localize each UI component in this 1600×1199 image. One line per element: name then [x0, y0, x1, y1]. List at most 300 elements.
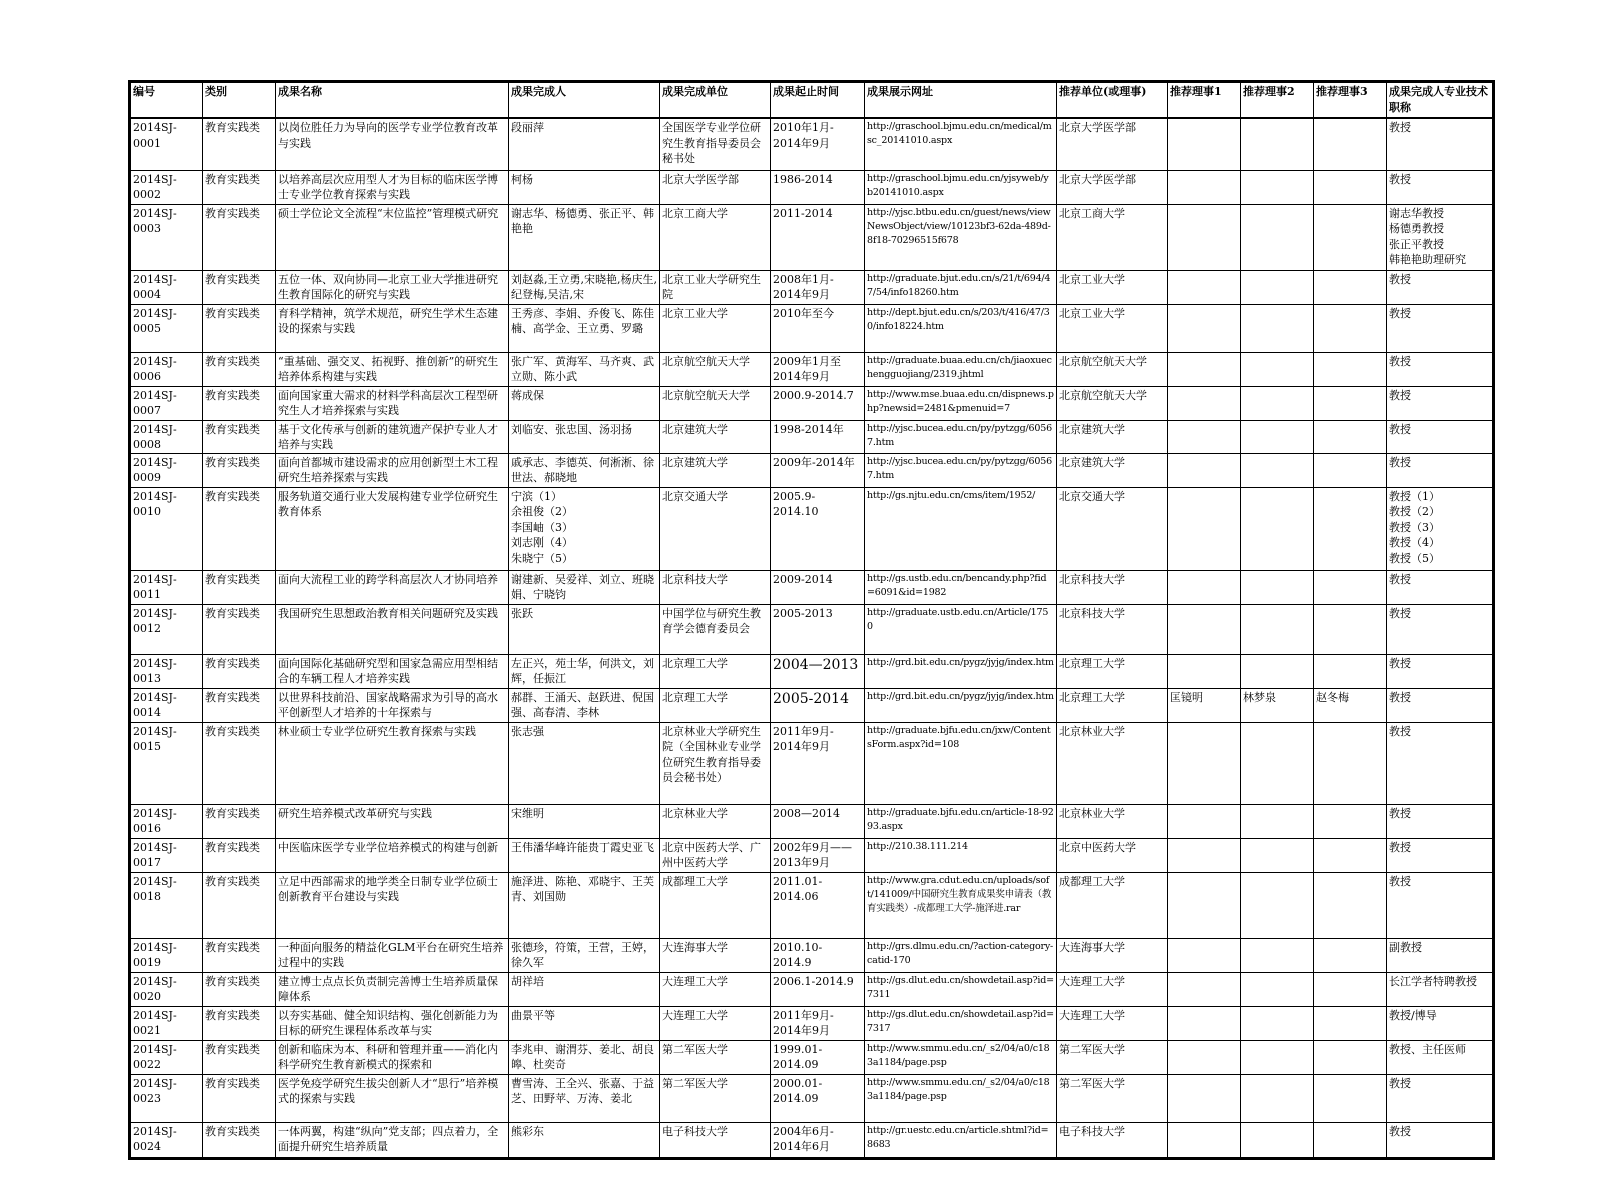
table-row — [130, 570, 1494, 604]
cell-text: 教授/博导 — [1389, 1008, 1437, 1022]
cell-text[interactable]: http://210.38.111.214 — [867, 840, 968, 852]
cell-id — [130, 1074, 203, 1122]
cell-director-3 — [1314, 938, 1387, 972]
cell-text: 教育实践类 — [205, 172, 260, 186]
cell-text[interactable]: http://graduate.buaa.edu.cn/ch/jiaoxuechengguojiang/2319.jhtml — [867, 354, 1052, 380]
cell-title-rank — [1387, 604, 1494, 654]
cell-text: 教授 — [1389, 1124, 1411, 1138]
cell-text: 北京理工大学 — [662, 690, 728, 704]
cell-url — [865, 487, 1057, 570]
cell-text: 以世界科技前沿、国家战略需求为引导的高水平创新型人才培养的十年探索与 — [278, 690, 498, 719]
cell-period — [771, 170, 865, 204]
cell-period — [771, 352, 865, 386]
table-row — [130, 304, 1494, 352]
cell-text[interactable]: http://gs.ustb.edu.cn/bencandy.php?fid=6091&id=1982 — [867, 572, 1047, 598]
cell-text: 硕士学位论文全流程“末位监控”管理模式研究 — [278, 206, 499, 220]
cell-text: 2010年至今 — [773, 306, 834, 320]
cell-recommender — [1057, 1006, 1168, 1040]
cell-title-rank — [1387, 804, 1494, 838]
cell-authors — [509, 688, 660, 722]
cell-text: 2004年6月- 2014年6月 — [773, 1124, 834, 1153]
cell-id — [130, 118, 203, 170]
cell-period — [771, 688, 865, 722]
cell-text: 2014SJ- 0016 — [133, 806, 177, 835]
cell-url — [865, 304, 1057, 352]
cell-director-3 — [1314, 420, 1387, 453]
cell-id — [130, 352, 203, 386]
cell-url — [865, 1122, 1057, 1158]
cell-text: 2011年9月- 2014年9月 — [773, 1008, 834, 1037]
cell-id — [130, 838, 203, 872]
cell-id — [130, 688, 203, 722]
cell-director-3 — [1314, 570, 1387, 604]
table-row — [130, 1040, 1494, 1074]
cell-text: 面向国家重大需求的材料学科高层次工程型研究生人才培养探索与实践 — [278, 388, 498, 417]
cell-text: 北京建筑大学 — [1059, 422, 1125, 436]
cell-text[interactable]: http://www.gra.cdut.edu.cn/uploads/soft/141009/中国研究生教育成果奖申请表（教育实践类）-成都理工大学-施泽进.rar — [867, 874, 1052, 914]
cell-text: 林梦泉 — [1243, 690, 1276, 704]
cell-director-2 — [1241, 270, 1314, 304]
cell-text: 张广军、黄海军、马齐爽、武立勋、陈小武 — [511, 354, 654, 383]
cell-text: 北京工业大学 — [1059, 272, 1125, 286]
cell-text: 2002年9月—— 2013年9月 — [773, 840, 852, 869]
cell-director-1 — [1168, 170, 1241, 204]
cell-text: 2011年9月- 2014年9月 — [773, 724, 834, 753]
cell-id — [130, 604, 203, 654]
cell-text[interactable]: http://yjsc.btbu.edu.cn/guest/news/viewNewsObject/view/10123bf3-62da-489d-8f18-70296515f678 — [867, 206, 1051, 246]
table-row — [130, 1074, 1494, 1122]
cell-url — [865, 118, 1057, 170]
cell-text[interactable]: http://gs.njtu.edu.cn/cms/item/1952/ — [867, 489, 1036, 501]
cell-text: 教育实践类 — [205, 606, 260, 620]
cell-url — [865, 604, 1057, 654]
cell-director-1 — [1168, 118, 1241, 170]
cell-recommender — [1057, 453, 1168, 487]
cell-title — [276, 838, 509, 872]
cell-text: 2000.9-2014.7 — [773, 388, 854, 402]
cell-director-3 — [1314, 688, 1387, 722]
cell-title-rank — [1387, 1074, 1494, 1122]
cell-category — [203, 604, 276, 654]
cell-text: 2005-2013 — [773, 606, 833, 620]
cell-category — [203, 420, 276, 453]
cell-unit — [660, 972, 771, 1006]
cell-recommender — [1057, 688, 1168, 722]
cell-authors — [509, 270, 660, 304]
cell-unit — [660, 487, 771, 570]
cell-text: 王伟潘华峰许能贵丁霞史亚飞 — [511, 840, 654, 854]
cell-director-3 — [1314, 270, 1387, 304]
cell-recommender — [1057, 570, 1168, 604]
cell-director-1 — [1168, 304, 1241, 352]
cell-text[interactable]: http://graduate.bjut.edu.cn/s/21/t/694/47/54/info18260.htm — [867, 272, 1051, 298]
cell-text: 戚承志、李德英、何淅淅、徐世法、郝晓地 — [511, 455, 654, 484]
cell-text: 教授 — [1389, 606, 1411, 620]
cell-text: 大连理工大学 — [662, 1008, 728, 1022]
cell-director-3 — [1314, 304, 1387, 352]
cell-text: 刘赵淼,王立勇,宋晓艳,杨庆生,纪登梅,吴洁,宋 — [511, 272, 657, 301]
cell-id — [130, 654, 203, 688]
cell-unit — [660, 170, 771, 204]
cell-text: 教育实践类 — [205, 874, 260, 888]
cell-text: 以夯实基础、健全知识结构、强化创新能力为目标的研究生课程体系改革与实 — [278, 1008, 498, 1037]
cell-director-1 — [1168, 604, 1241, 654]
cell-text: 北京林业大学研究生院（全国林业专业学位研究生教育指导委员会秘书处） — [662, 724, 761, 784]
cell-director-2 — [1241, 688, 1314, 722]
cell-text: 北京林业大学 — [1059, 724, 1125, 738]
cell-text: 柯杨 — [511, 172, 533, 186]
cell-text: 教授 — [1389, 121, 1411, 134]
cell-text[interactable]: http://grd.bit.edu.cn/pygz/jyjg/index.htm — [867, 656, 1054, 668]
header-title-rank: 成果完成人专业技术职称 — [1387, 82, 1494, 119]
cell-director-3 — [1314, 972, 1387, 1006]
cell-text: 北京工业大学研究生院 — [662, 272, 761, 301]
cell-text: 第二军医大学 — [1059, 1076, 1125, 1090]
cell-director-3 — [1314, 722, 1387, 804]
cell-text: 教授 — [1389, 690, 1411, 704]
cell-text[interactable]: http://www.smmu.edu.cn/_s2/04/a0/c183a1184/page.psp — [867, 1076, 1050, 1102]
cell-id — [130, 872, 203, 938]
cell-title — [276, 453, 509, 487]
header-director-1: 推荐理事1 — [1168, 82, 1241, 119]
cell-unit — [660, 420, 771, 453]
cell-category — [203, 118, 276, 170]
cell-title — [276, 938, 509, 972]
cell-authors — [509, 604, 660, 654]
cell-category — [203, 1122, 276, 1158]
cell-authors — [509, 1040, 660, 1074]
cell-title — [276, 352, 509, 386]
cell-director-1 — [1168, 453, 1241, 487]
cell-recommender — [1057, 1074, 1168, 1122]
header-url: 成果展示网址 — [865, 82, 1057, 119]
cell-text: 2014SJ- 0017 — [133, 840, 177, 869]
table-row — [130, 270, 1494, 304]
cell-url — [865, 204, 1057, 270]
cell-period — [771, 872, 865, 938]
table-row — [130, 688, 1494, 722]
cell-text: 北京林业大学 — [662, 806, 728, 820]
cell-text: 北京林业大学 — [1059, 806, 1125, 820]
cell-url — [865, 938, 1057, 972]
cell-text: 北京大学医学部 — [662, 172, 739, 186]
cell-text[interactable]: http://graschool.bjmu.edu.cn/medical/msc_20141010.aspx — [867, 121, 1052, 146]
cell-id — [130, 170, 203, 204]
cell-text: 大连理工大学 — [1059, 1008, 1125, 1022]
cell-authors — [509, 804, 660, 838]
cell-unit — [660, 118, 771, 170]
cell-text: 北京交通大学 — [1059, 489, 1125, 503]
cell-text: 教育实践类 — [205, 206, 260, 220]
cell-text[interactable]: http://grs.dlmu.edu.cn/?action-category-catid-170 — [867, 940, 1054, 966]
cell-id — [130, 804, 203, 838]
cell-authors — [509, 487, 660, 570]
cell-director-2 — [1241, 722, 1314, 804]
cell-recommender — [1057, 270, 1168, 304]
cell-text[interactable]: http://www.mse.buaa.edu.cn/dispnews.php?newsid=2481&pmenuid=7 — [867, 388, 1054, 414]
cell-text: 1998-2014年 — [773, 422, 844, 436]
cell-recommender — [1057, 1040, 1168, 1074]
cell-text: 2014SJ- 0001 — [133, 121, 177, 150]
cell-text: 教授 — [1389, 656, 1411, 670]
cell-title — [276, 1006, 509, 1040]
cell-title — [276, 722, 509, 804]
cell-text: 2014SJ- 0008 — [133, 422, 177, 451]
cell-authors — [509, 118, 660, 170]
cell-text: 1986-2014 — [773, 172, 833, 186]
cell-period — [771, 838, 865, 872]
cell-director-2 — [1241, 654, 1314, 688]
cell-director-3 — [1314, 804, 1387, 838]
cell-text[interactable]: http://gs.dlut.edu.cn/showdetail.asp?id=7317 — [867, 1008, 1054, 1034]
cell-text: 北京科技大学 — [1059, 572, 1125, 586]
cell-director-1 — [1168, 972, 1241, 1006]
cell-category — [203, 170, 276, 204]
cell-director-3 — [1314, 386, 1387, 420]
cell-text: 北京航空航天大学 — [1059, 354, 1147, 368]
cell-unit — [660, 352, 771, 386]
cell-text: 北京交通大学 — [662, 489, 728, 503]
cell-id — [130, 386, 203, 420]
cell-authors — [509, 722, 660, 804]
cell-text: 张跃 — [511, 606, 533, 620]
cell-id — [130, 453, 203, 487]
cell-text: 第二军医大学 — [662, 1076, 728, 1090]
cell-category — [203, 1006, 276, 1040]
cell-recommender — [1057, 722, 1168, 804]
cell-text: 教授 — [1389, 455, 1411, 469]
cell-text: 2008年1月- 2014年9月 — [773, 272, 834, 301]
cell-director-3 — [1314, 654, 1387, 688]
cell-director-2 — [1241, 604, 1314, 654]
cell-id — [130, 972, 203, 1006]
cell-text: 全国医学专业学位研究生教育指导委员会秘书处 — [662, 121, 761, 165]
cell-recommender — [1057, 204, 1168, 270]
cell-text: 电子科技大学 — [1059, 1124, 1125, 1138]
cell-title — [276, 1122, 509, 1158]
cell-director-2 — [1241, 453, 1314, 487]
cell-text: 张志强 — [511, 724, 544, 738]
cell-text: 立足中西部需求的地学类全日制专业学位硕士创新教育平台建设与实践 — [278, 874, 498, 903]
cell-director-2 — [1241, 938, 1314, 972]
cell-text: 教授、主任医师 — [1389, 1042, 1466, 1056]
cell-text: 创新和临床为本、科研和管理并重——消化内科学研究生教育新模式的探索和 — [278, 1042, 498, 1071]
cell-text: 2009-2014 — [773, 572, 833, 586]
cell-text: 2014SJ- 0022 — [133, 1042, 177, 1071]
cell-text: 2005-2014 — [773, 690, 849, 707]
cell-text: 第二军医大学 — [1059, 1042, 1125, 1056]
cell-director-2 — [1241, 872, 1314, 938]
cell-text[interactable]: http://gr.uestc.edu.cn/article.shtml?id=8683 — [867, 1124, 1049, 1150]
cell-authors — [509, 352, 660, 386]
cell-title — [276, 386, 509, 420]
cell-text[interactable]: http://graduate.bjfu.edu.cn/article-18-9293.aspx — [867, 806, 1054, 832]
cell-authors — [509, 386, 660, 420]
cell-text[interactable]: http://graduate.bjfu.edu.cn/jxw/ContentsForm.aspx?id=108 — [867, 724, 1051, 750]
cell-period — [771, 1006, 865, 1040]
cell-recommender — [1057, 938, 1168, 972]
cell-text: 长江学者特聘教授 — [1389, 974, 1477, 988]
cell-authors — [509, 170, 660, 204]
cell-recommender — [1057, 1122, 1168, 1158]
cell-director-2 — [1241, 1122, 1314, 1158]
cell-text: “重基础、强交叉、拓视野、推创新”的研究生培养体系构建与实践 — [278, 354, 499, 383]
cell-text: 研究生培养模式改革研究与实践 — [278, 806, 432, 820]
cell-text: 副教授 — [1389, 940, 1422, 954]
cell-title — [276, 304, 509, 352]
cell-title-rank — [1387, 688, 1494, 722]
cell-text: 北京建筑大学 — [662, 422, 728, 436]
cell-title-rank — [1387, 304, 1494, 352]
cell-id — [130, 487, 203, 570]
cell-director-1 — [1168, 352, 1241, 386]
cell-id — [130, 1040, 203, 1074]
table-row — [130, 386, 1494, 420]
cell-category — [203, 270, 276, 304]
cell-category — [203, 570, 276, 604]
cell-url — [865, 722, 1057, 804]
header-id: 编号 — [130, 82, 203, 119]
cell-text[interactable]: http://gs.dlut.edu.cn/showdetail.asp?id=7311 — [867, 974, 1054, 1000]
cell-id — [130, 304, 203, 352]
cell-director-3 — [1314, 1006, 1387, 1040]
cell-text[interactable]: http://grd.bit.edu.cn/pygz/jyjg/index.htm — [867, 690, 1054, 702]
cell-category — [203, 722, 276, 804]
cell-text: 教育实践类 — [205, 1008, 260, 1022]
cell-text: 2004—2013 — [773, 656, 859, 673]
cell-text: 教授 — [1389, 840, 1411, 854]
cell-url — [865, 1006, 1057, 1040]
cell-text: 匡镜明 — [1170, 690, 1203, 704]
cell-title-rank — [1387, 487, 1494, 570]
cell-director-1 — [1168, 654, 1241, 688]
cell-text: 2014SJ- 0009 — [133, 455, 177, 484]
cell-title-rank — [1387, 1122, 1494, 1158]
cell-text[interactable]: http://graduate.ustb.edu.cn/Article/1750 — [867, 606, 1049, 632]
cell-text[interactable]: http://yjsc.bucea.edu.cn/py/pytzgg/60567.htm — [867, 422, 1052, 448]
cell-text: 林业硕士专业学位研究生教育探索与实践 — [278, 724, 476, 738]
cell-text: 教授 — [1389, 1076, 1411, 1090]
cell-id — [130, 270, 203, 304]
cell-director-2 — [1241, 1074, 1314, 1122]
cell-text: 北京科技大学 — [662, 572, 728, 586]
cell-director-2 — [1241, 304, 1314, 352]
cell-title-rank — [1387, 270, 1494, 304]
cell-text: 2014SJ- 0012 — [133, 606, 177, 635]
cell-text[interactable]: http://yjsc.bucea.edu.cn/py/pytzgg/60567.htm — [867, 455, 1052, 481]
table-row — [130, 938, 1494, 972]
cell-period — [771, 722, 865, 804]
cell-director-1 — [1168, 938, 1241, 972]
cell-title-rank — [1387, 872, 1494, 938]
cell-director-1 — [1168, 872, 1241, 938]
cell-text[interactable]: http://graschool.bjmu.edu.cn/yjsyweb/yb20141010.aspx — [867, 172, 1049, 198]
cell-text[interactable]: http://www.smmu.edu.cn/_s2/04/a0/c183a1184/page.psp — [867, 1042, 1050, 1068]
cell-text: 大连海事大学 — [662, 940, 728, 954]
cell-title-rank — [1387, 420, 1494, 453]
cell-text: 教育实践类 — [205, 455, 260, 469]
cell-recommender — [1057, 118, 1168, 170]
cell-text: 2014SJ- 0010 — [133, 489, 177, 518]
cell-text: 蒋成保 — [511, 388, 544, 402]
cell-authors — [509, 304, 660, 352]
cell-text: 北京建筑大学 — [662, 455, 728, 469]
cell-text: 北京理工大学 — [1059, 690, 1125, 704]
cell-url — [865, 386, 1057, 420]
cell-text: 李兆申、谢渭芬、姜北、胡良皞、杜奕奇 — [511, 1042, 654, 1071]
cell-url — [865, 270, 1057, 304]
cell-title-rank — [1387, 722, 1494, 804]
cell-text: 北京中医药大学、广州中医药大学 — [662, 840, 761, 869]
cell-recommender — [1057, 304, 1168, 352]
cell-authors — [509, 838, 660, 872]
cell-text: 2010.10- 2014.9 — [773, 940, 823, 969]
cell-director-1 — [1168, 420, 1241, 453]
cell-text: 大连理工大学 — [662, 974, 728, 988]
cell-text: 2011-2014 — [773, 206, 833, 220]
cell-id — [130, 1006, 203, 1040]
table-row — [130, 487, 1494, 570]
cell-period — [771, 804, 865, 838]
cell-text: 育科学精神，筑学术规范，研究生学术生态建设的探索与实践 — [278, 306, 498, 335]
cell-period — [771, 487, 865, 570]
cell-text: 教育实践类 — [205, 806, 260, 820]
cell-text: 1999.01- 2014.09 — [773, 1042, 823, 1071]
header-director-2: 推荐理事2 — [1241, 82, 1314, 119]
cell-text: 教育实践类 — [205, 422, 260, 436]
cell-director-3 — [1314, 487, 1387, 570]
cell-text: 2014SJ- 0014 — [133, 690, 177, 719]
cell-text: 电子科技大学 — [662, 1124, 728, 1138]
cell-category — [203, 688, 276, 722]
cell-text: 第二军医大学 — [662, 1042, 728, 1056]
cell-category — [203, 872, 276, 938]
cell-director-3 — [1314, 453, 1387, 487]
cell-text: 教育实践类 — [205, 656, 260, 670]
cell-text[interactable]: http://dept.bjut.edu.cn/s/203/t/416/47/30/info18224.htm — [867, 306, 1050, 332]
cell-text: 教授 — [1389, 354, 1411, 368]
table-row — [130, 972, 1494, 1006]
cell-director-3 — [1314, 604, 1387, 654]
cell-authors — [509, 1006, 660, 1040]
cell-text: 教育实践类 — [205, 572, 260, 586]
cell-title — [276, 654, 509, 688]
cell-text: 我国研究生思想政治教育相关问题研究及实践 — [278, 606, 498, 620]
cell-title-rank — [1387, 118, 1494, 170]
cell-title — [276, 420, 509, 453]
cell-url — [865, 804, 1057, 838]
cell-text: 教育实践类 — [205, 840, 260, 854]
cell-director-2 — [1241, 838, 1314, 872]
cell-unit — [660, 688, 771, 722]
cell-category — [203, 838, 276, 872]
cell-text: 王秀彦、李娟、乔俊飞、陈佳楠、高学金、王立勇、罗璐 — [511, 306, 654, 335]
cell-director-1 — [1168, 688, 1241, 722]
cell-text: 服务轨道交通行业大发展构建专业学位研究生教育体系 — [278, 489, 498, 518]
cell-text: 2014SJ- 0007 — [133, 388, 177, 417]
cell-title-rank — [1387, 170, 1494, 204]
cell-text: 教育实践类 — [205, 1042, 260, 1056]
cell-text: 2014SJ- 0002 — [133, 172, 177, 201]
cell-unit — [660, 938, 771, 972]
cell-title-rank — [1387, 386, 1494, 420]
cell-title — [276, 972, 509, 1006]
cell-text: 教育实践类 — [205, 1124, 260, 1138]
cell-url — [865, 453, 1057, 487]
cell-text: 北京科技大学 — [1059, 606, 1125, 620]
cell-url — [865, 352, 1057, 386]
cell-period — [771, 972, 865, 1006]
